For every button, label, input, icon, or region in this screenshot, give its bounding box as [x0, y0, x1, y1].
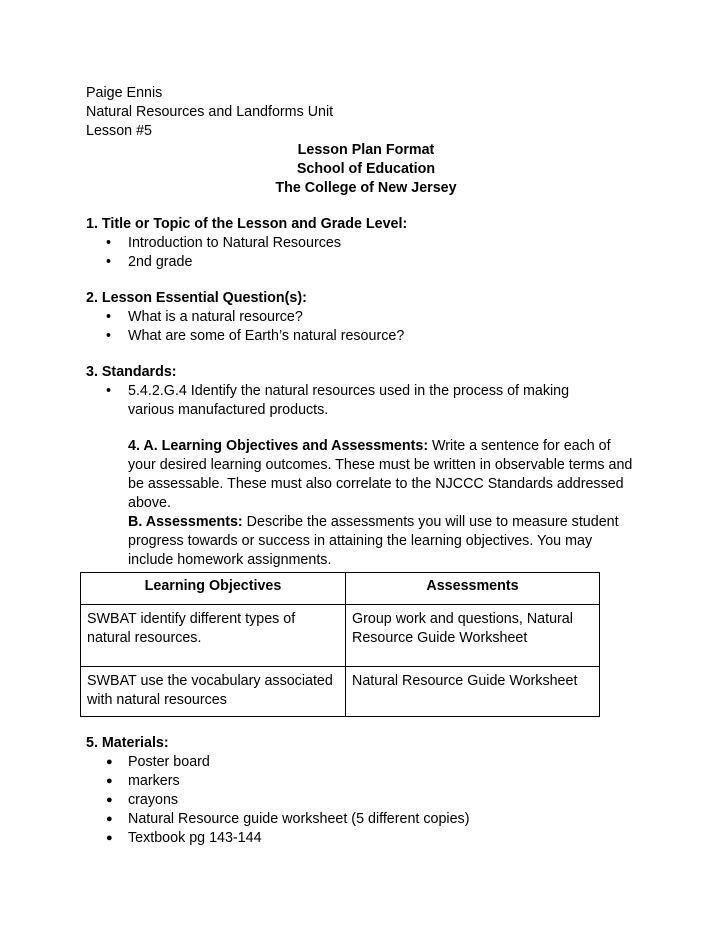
section2-list	[86, 308, 646, 346]
table-cell: Group work and questions, Natural Resource Guide Worksheet	[346, 605, 600, 667]
section4b-text: Describe the assessments you will use to measure student progress towards or success in attaining the learning objectives. You may include homework assignments.	[128, 514, 619, 568]
lesson-number: Lesson #5	[86, 123, 152, 139]
unit-name: Natural Resources and Landforms Unit	[86, 104, 334, 120]
list-item: • What are some of Earth’s natural resource?	[106, 328, 405, 344]
section4a-text: Write a sentence for each of your desired learning outcomes. These must be written in observable terms and be assessable. These must also correlate to the NJCCC Standards addressed above.	[128, 438, 633, 511]
section3-list	[86, 382, 646, 420]
college-name: The College of New Jersey	[275, 180, 457, 196]
author-name: Paige Ennis	[86, 85, 163, 101]
bullet-icon: •	[106, 235, 112, 251]
table-cell: Natural Resource Guide Worksheet	[346, 667, 600, 717]
list-item: • What is a natural resource?	[106, 309, 303, 325]
bullet-icon: •	[106, 254, 112, 270]
list-item: • 5.4.2.G.4 Identify the natural resources used in the process of making various manufactured products.	[106, 383, 570, 418]
bullet-icon: ●	[106, 794, 113, 806]
list-item: • Introduction to Natural Resources	[106, 235, 341, 251]
table-cell: SWBAT use the vocabulary associated with natural resources	[81, 667, 346, 717]
section4a-label: 4. A. Learning Objectives and Assessments:	[128, 438, 429, 454]
section4a-paragraph	[128, 437, 638, 513]
list-item: • 2nd grade	[106, 254, 193, 270]
section3-heading: 3. Standards:	[86, 364, 177, 380]
list-item: ● Natural Resource guide worksheet (5 different copies)	[106, 811, 470, 827]
format-title: Lesson Plan Format	[297, 142, 435, 158]
list-item: ● crayons	[106, 792, 179, 808]
section2-heading: 2. Lesson Essential Question(s):	[86, 290, 307, 306]
table-row	[81, 605, 600, 667]
section4b-label: B. Assessments:	[128, 514, 243, 530]
section1-list	[86, 234, 646, 272]
column-header: Assessments	[346, 573, 600, 605]
bullet-icon: ●	[106, 756, 113, 768]
bullet-icon: •	[106, 309, 112, 325]
bullet-icon: ●	[106, 832, 113, 844]
materials-list	[86, 753, 646, 848]
bullet-icon: •	[106, 383, 112, 399]
section4-block	[86, 437, 638, 570]
bullet-icon: ●	[106, 775, 113, 787]
bullet-icon: •	[106, 328, 112, 344]
lesson-plan-document	[86, 84, 646, 848]
section1-heading: 1. Title or Topic of the Lesson and Grade Level:	[86, 216, 408, 232]
table-cell: SWBAT identify different types of natural resources.	[81, 605, 346, 667]
column-header: Learning Objectives	[81, 573, 346, 605]
school-name: School of Education	[296, 161, 436, 177]
list-item: ● Poster board	[106, 754, 210, 770]
bullet-icon: ●	[106, 813, 113, 825]
list-item: ● Textbook pg 143-144	[106, 830, 262, 846]
section4b-paragraph	[128, 513, 638, 570]
section5-heading: 5. Materials:	[86, 735, 169, 751]
table-row	[81, 667, 600, 717]
list-item: ● markers	[106, 773, 180, 789]
table-header-row	[81, 573, 600, 605]
objectives-table	[80, 572, 600, 717]
